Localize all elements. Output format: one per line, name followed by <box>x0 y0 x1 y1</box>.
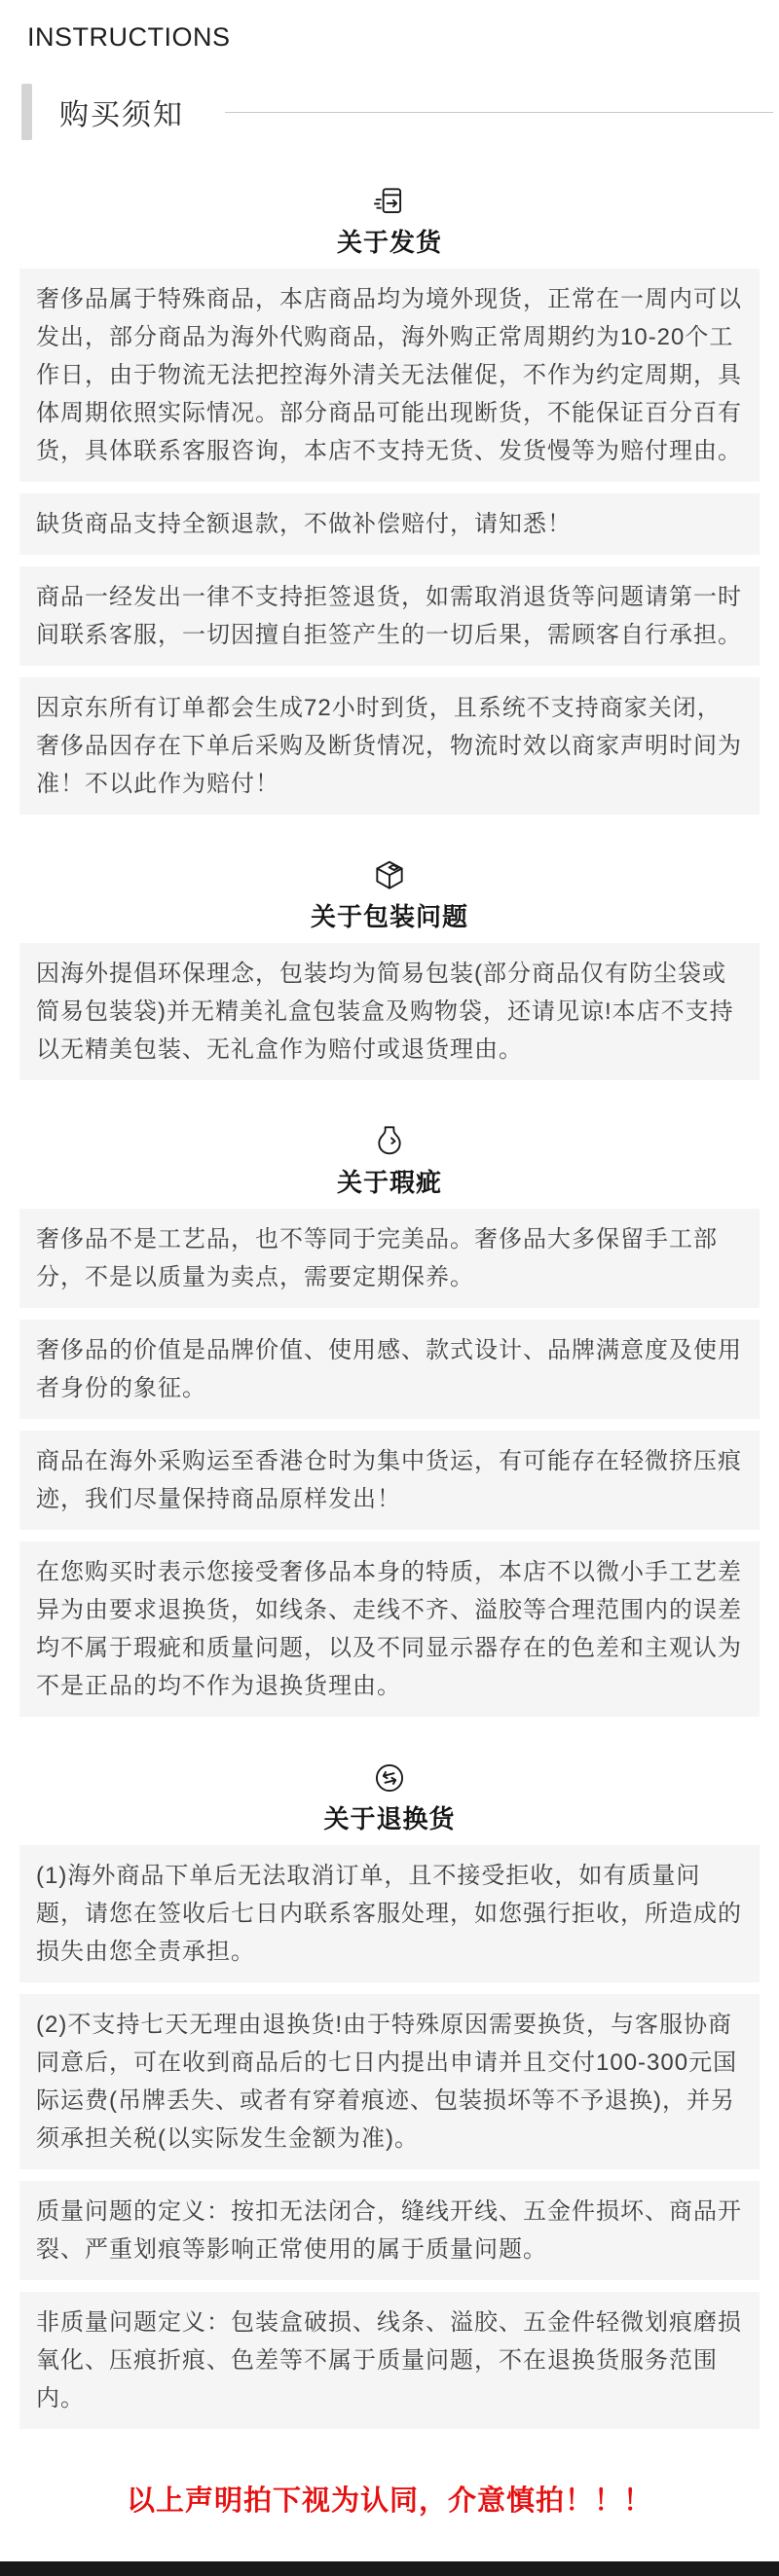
paragraph-box: 非质量问题定义：包装盒破损、线条、溢胶、五金件轻微划痕磨损氧化、压痕折痕、色差等不属于质量问题，不在退换货服务范围内。 <box>19 2292 760 2429</box>
section-title-packaging: 关于包装问题 <box>310 902 468 931</box>
vase-icon <box>0 1123 779 1160</box>
paragraph-box: 商品在海外采购运至香港仓时为集中货运，有可能存在轻微挤压痕迹，我们尽量保持商品原样发出！ <box>19 1431 760 1530</box>
paragraph-box: 质量问题的定义：按扣无法闭合，缝线开线、五金件损坏、商品开裂、严重划痕等影响正常使用的属于质量问题。 <box>19 2181 760 2280</box>
paragraph-box: 在您购买时表示您接受奢侈品本身的特质，本店不以微小手工艺差异为由要求退换货，如线条、走线不齐、溢胶等合理范围内的误差均不属于瑕疵和质量问题，以及不同显示器存在的色差和主观认为不是正品的均不作为退换货理由。 <box>19 1542 760 1717</box>
exchange-circle-icon <box>0 1760 779 1796</box>
paragraph-box: (1)海外商品下单后无法取消订单，且不接受拒收，如有质量问题，请您在签收后七日内联系客服处理，如您强行拒收，所造成的损失由您全责承担。 <box>19 1845 760 1982</box>
page-title: 购买须知 <box>59 99 184 131</box>
paragraph-box: (2)不支持七天无理由退换货!由于特殊原因需要换货，与客服协商同意后，可在收到商品后的七日内提出申请并且交付100-300元国际运费(吊牌丢失、或者有穿着痕迹、包装损坏等不予退换)，并另须承担关税(以实际发生金额为准)。 <box>19 1994 760 2169</box>
instructions-eyebrow: INSTRUCTIONS <box>27 22 231 52</box>
paragraph-box: 商品一经发出一律不支持拒签退货，如需取消退货等问题请第一时间联系客服，一切因擅自拒签产生的一切后果，需顾客自行承担。 <box>19 566 760 666</box>
section-title-flaws: 关于瑕疵 <box>336 1168 442 1197</box>
title-accent-bar <box>21 84 32 140</box>
paragraph-box: 奢侈品的价值是品牌价值、使用感、款式设计、品牌满意度及使用者身份的象征。 <box>19 1320 760 1419</box>
paragraph-box: 因海外提倡环保理念，包装均为简易包装(部分商品仅有防尘袋或简易包装袋)并无精美礼盒包装盒及购物袋，还请见谅!本店不支持以无精美包装、无礼盒作为赔付或退货理由。 <box>19 943 760 1080</box>
section-shipping <box>0 183 779 815</box>
paragraph-box: 奢侈品属于特殊商品，本店商品均为境外现货，正常在一周内可以发出，部分商品为海外代购商品，海外购正常周期约为10-20个工作日，由于物流无法把控海外清关无法催促，不作为约定周期，具体周期依照实际情况。部分商品可能出现断货，不能保证百分百有货，具体联系客服咨询，本店不支持无货、发货慢等为赔付理由。 <box>19 269 760 482</box>
section-flaws <box>0 1123 779 1717</box>
shipping-box-icon <box>0 183 779 220</box>
package-cube-icon <box>0 857 779 894</box>
section-title-shipping: 关于发货 <box>336 228 442 257</box>
section-title-returns: 关于退换货 <box>323 1804 456 1833</box>
section-packaging <box>0 857 779 1080</box>
page-title-row <box>21 84 779 140</box>
title-divider-line <box>225 112 773 113</box>
paragraph-box: 缺货商品支持全额退款，不做补偿赔付，请知悉！ <box>19 493 760 555</box>
section-returns <box>0 1760 779 2429</box>
footer-warning-text: 以上声明拍下视为认同，介意慎拍！！！ <box>126 2485 652 2517</box>
paragraph-box: 奢侈品不是工艺品，也不等同于完美品。奢侈品大多保留手工部分，不是以质量为卖点，需要定期保养。 <box>19 1209 760 1308</box>
paragraph-box: 因京东所有订单都会生成72小时到货，且系统不支持商家关闭，奢侈品因存在下单后采购及断货情况，物流时效以商家声明时间为准！不以此作为赔付！ <box>19 677 760 815</box>
